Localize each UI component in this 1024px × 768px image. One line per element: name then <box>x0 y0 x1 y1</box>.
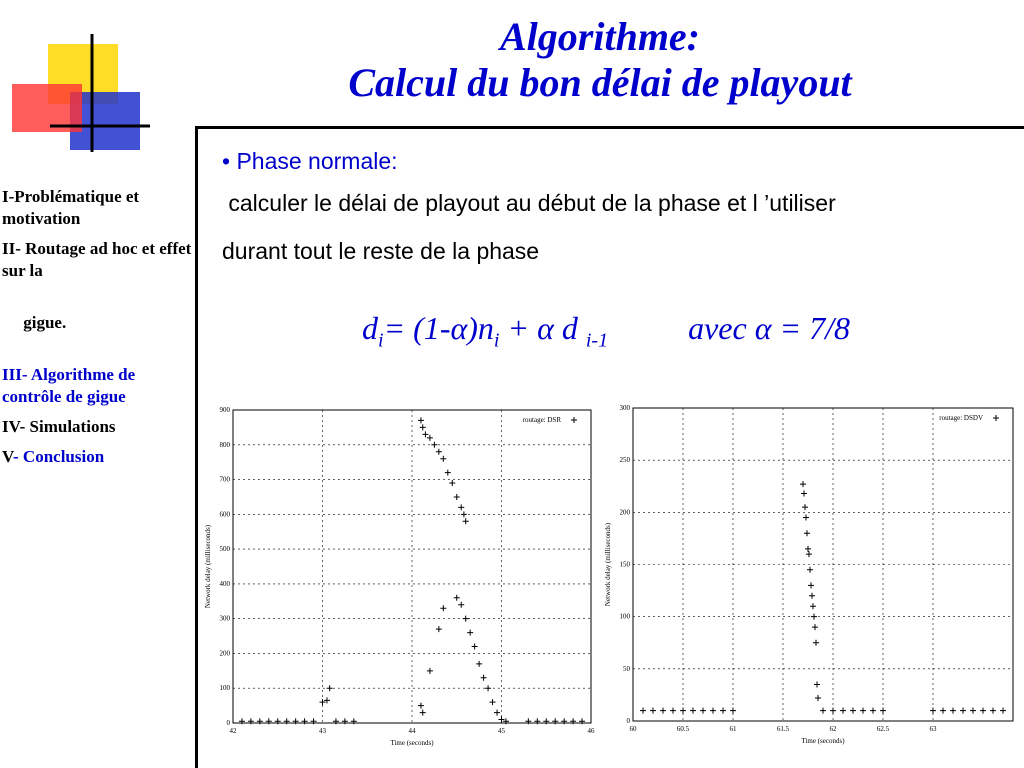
y-tick-label: 400 <box>219 579 230 588</box>
x-tick-label: 42 <box>229 727 237 735</box>
y-tick-label: 200 <box>619 508 630 517</box>
sidebar-item-prefix: III <box>2 365 22 384</box>
x-tick-label: 61.5 <box>776 725 790 733</box>
x-tick-label: 46 <box>587 727 595 735</box>
content-line2: durant tout le reste de la phase <box>222 238 540 264</box>
y-tick-label: 0 <box>626 717 630 725</box>
y-tick-label: 900 <box>219 406 230 414</box>
header-divider <box>195 126 1024 129</box>
x-tick-label: 62.5 <box>876 725 890 733</box>
sidebar-item-label: II- Routage ad hoc et effet sur la <box>2 239 192 280</box>
main-content <box>222 143 1012 275</box>
y-axis-label: Network delay (milliseconds) <box>604 522 612 607</box>
sidebar-item-label: - Algorithme de contrôle de gigue <box>2 365 136 406</box>
formula-alpha: α <box>450 310 468 346</box>
content-line1: calculer le délai de playout au début de la phase et l ’utiliser <box>222 190 836 216</box>
x-tick-label: 44 <box>408 727 416 735</box>
title-line2: Calcul du bon délai de playout <box>348 60 852 105</box>
chart-dsdv <box>600 400 1020 750</box>
x-tick-label: 60.5 <box>676 725 690 733</box>
sidebar-divider <box>195 126 198 768</box>
formula-eq-78: = 7/8 <box>771 310 850 346</box>
bullet-phase-normale <box>222 143 1012 179</box>
x-axis-label: Time (seconds) <box>390 739 434 747</box>
legend-label: routage: DSDV <box>939 414 983 422</box>
logo <box>0 0 150 160</box>
x-tick-label: 43 <box>319 727 326 735</box>
y-tick-label: 50 <box>623 664 630 673</box>
x-tick-label: 63 <box>929 725 937 733</box>
chart-dsr-svg <box>200 400 605 750</box>
legend-label: routage: DSR <box>522 416 561 424</box>
formula <box>362 310 850 352</box>
x-axis-label: Time (seconds) <box>801 737 845 745</box>
y-tick-label: 300 <box>619 404 630 412</box>
x-tick-label: 60 <box>629 725 637 733</box>
y-tick-label: 300 <box>219 614 230 623</box>
x-tick-label: 61 <box>729 725 737 733</box>
chart-dsdv-svg <box>600 400 1020 750</box>
sidebar-item-label: gigue. <box>19 313 67 332</box>
formula-sub-im1: i-1 <box>585 329 609 352</box>
y-tick-label: 100 <box>619 612 630 621</box>
formula-eq: = (1- <box>383 310 451 346</box>
formula-sub-i2: i <box>493 329 500 352</box>
formula-d2: d <box>553 310 586 346</box>
y-tick-label: 200 <box>219 649 230 658</box>
x-tick-label: 62 <box>829 725 837 733</box>
formula-close-n: )n <box>467 310 494 346</box>
sidebar-item-simulations[interactable] <box>2 416 192 438</box>
y-tick-label: 250 <box>619 456 630 465</box>
y-tick-label: 500 <box>219 545 230 554</box>
chart-dsr <box>200 400 605 750</box>
formula-plus: + <box>499 310 538 346</box>
bullet-text: • Phase normale: <box>222 148 398 174</box>
sidebar-outline <box>2 186 192 468</box>
sidebar-item-prefix: V <box>2 447 14 466</box>
sidebar-item-label: - Conclusion <box>13 447 105 466</box>
sidebar-item-label: IV- Simulations <box>2 417 116 436</box>
sidebar-item-conclusion[interactable] <box>2 446 192 468</box>
page-title <box>180 14 1020 106</box>
formula-avec: avec <box>688 310 755 346</box>
sidebar-item-algorithme[interactable] <box>2 364 192 408</box>
sidebar-item-routage-cont[interactable] <box>2 290 192 356</box>
logo-graphic <box>0 0 150 160</box>
y-axis-label: Network delay (milliseconds) <box>204 524 212 609</box>
y-tick-label: 100 <box>219 684 230 693</box>
y-tick-label: 150 <box>619 560 630 569</box>
formula-d: d <box>362 310 378 346</box>
sidebar-item-problematique[interactable] <box>2 186 192 230</box>
formula-sub-i: i <box>378 329 384 352</box>
formula-alpha2: α <box>537 310 554 346</box>
sidebar-item-routage[interactable] <box>2 238 192 282</box>
sidebar-item-label: I-Problématique et motivation <box>2 187 140 228</box>
y-tick-label: 800 <box>219 440 230 449</box>
title-line1: Algorithme: <box>499 14 701 59</box>
y-tick-label: 600 <box>219 510 230 519</box>
y-tick-label: 700 <box>219 475 230 484</box>
x-tick-label: 45 <box>498 727 505 735</box>
y-tick-label: 0 <box>226 719 230 727</box>
formula-alpha3: α <box>754 310 772 346</box>
